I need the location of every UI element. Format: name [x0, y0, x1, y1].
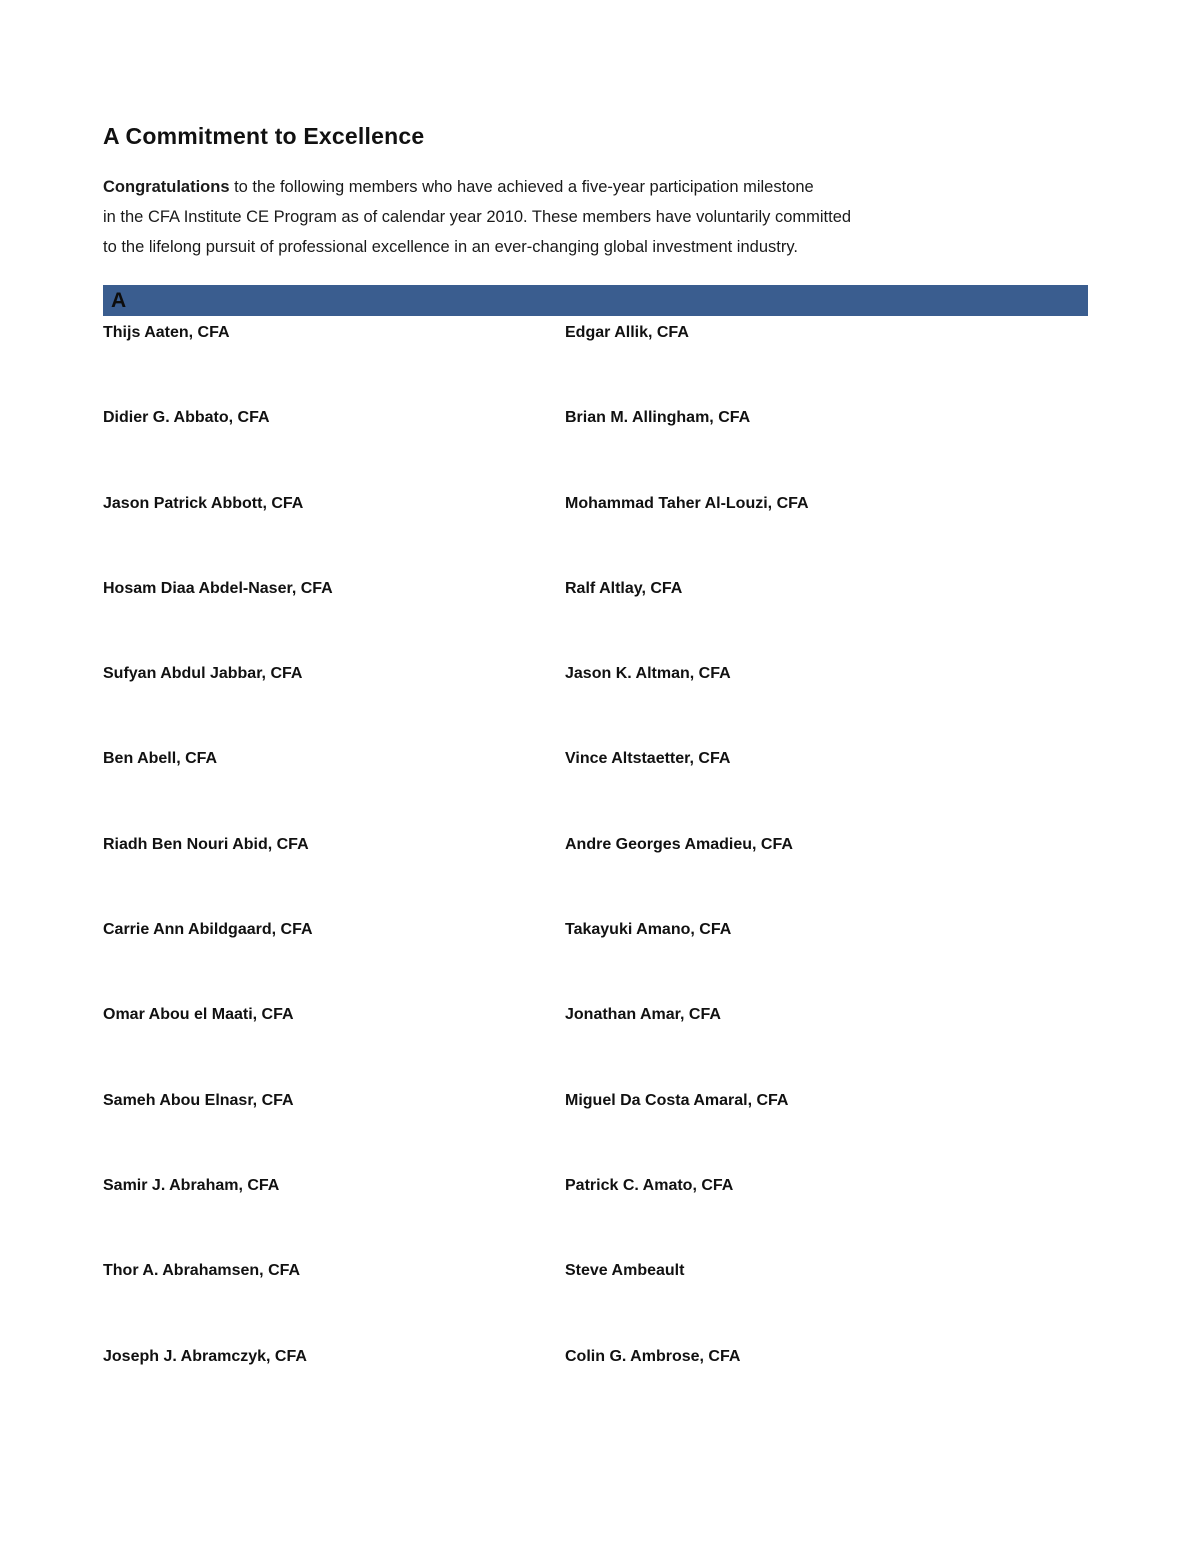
- section-letter-label: A: [111, 289, 127, 312]
- name-row: [0, 1260, 1200, 1345]
- name-row: [0, 834, 1200, 919]
- intro-line-3: to the lifelong pursuit of professional excellence in an ever-changing global investment industry.: [103, 238, 798, 256]
- name-row: [0, 407, 1200, 492]
- member-name: Jason Patrick Abbott, CFA: [103, 494, 304, 512]
- member-name: Carrie Ann Abildgaard, CFA: [103, 921, 313, 939]
- member-name: Sufyan Abdul Jabbar, CFA: [103, 665, 303, 683]
- name-row: [0, 748, 1200, 833]
- member-name: Andre Georges Amadieu, CFA: [565, 835, 793, 853]
- member-name: Thijs Aaten, CFA: [103, 324, 230, 341]
- member-name: Thor A. Abrahamsen, CFA: [103, 1262, 301, 1280]
- member-name: Vince Altstaetter, CFA: [565, 750, 731, 768]
- name-row: [0, 493, 1200, 578]
- member-name: Jason K. Altman, CFA: [565, 665, 731, 683]
- member-name: Ralf Altlay, CFA: [565, 579, 683, 597]
- name-row: [0, 578, 1200, 663]
- intro-line-2: in the CFA Institute CE Program as of calendar year 2010. These members have voluntarily committed: [103, 208, 852, 226]
- member-name: Hosam Diaa Abdel-Naser, CFA: [103, 579, 333, 597]
- section-header-bar: [103, 285, 1088, 316]
- member-name: Jonathan Amar, CFA: [565, 1006, 721, 1024]
- page-title: A Commitment to Excellence: [103, 123, 425, 150]
- intro-line-1-rest: to the following members who have achieved a five-year participation milestone: [229, 178, 814, 196]
- member-name: Takayuki Amano, CFA: [565, 921, 732, 939]
- name-row: [0, 1346, 1200, 1431]
- name-row: [0, 1004, 1200, 1089]
- member-name: Riadh Ben Nouri Abid, CFA: [103, 835, 309, 853]
- member-name: Miguel Da Costa Amaral, CFA: [565, 1091, 789, 1109]
- member-name-list: [0, 322, 1200, 1431]
- member-name: Steve Ambeault: [565, 1262, 685, 1280]
- intro-paragraph: [103, 172, 1033, 262]
- name-row: [0, 663, 1200, 748]
- name-row: [0, 1090, 1200, 1175]
- member-name: Samir J. Abraham, CFA: [103, 1176, 280, 1194]
- member-name: Edgar Allik, CFA: [565, 324, 689, 341]
- member-name: Brian M. Allingham, CFA: [565, 409, 751, 427]
- name-row: [0, 322, 1200, 407]
- member-name: Colin G. Ambrose, CFA: [565, 1347, 741, 1365]
- intro-lead-word: Congratulations: [103, 178, 230, 196]
- name-row: [0, 919, 1200, 1004]
- member-name: Mohammad Taher Al-Louzi, CFA: [565, 494, 809, 512]
- name-row: [0, 1175, 1200, 1260]
- member-name: Ben Abell, CFA: [103, 750, 218, 768]
- member-name: Didier G. Abbato, CFA: [103, 409, 270, 427]
- member-name: Sameh Abou Elnasr, CFA: [103, 1091, 294, 1109]
- member-name: Joseph J. Abramczyk, CFA: [103, 1347, 307, 1365]
- member-name: Omar Abou el Maati, CFA: [103, 1006, 294, 1024]
- member-name: Patrick C. Amato, CFA: [565, 1176, 734, 1194]
- intro-line-1: [103, 172, 1033, 202]
